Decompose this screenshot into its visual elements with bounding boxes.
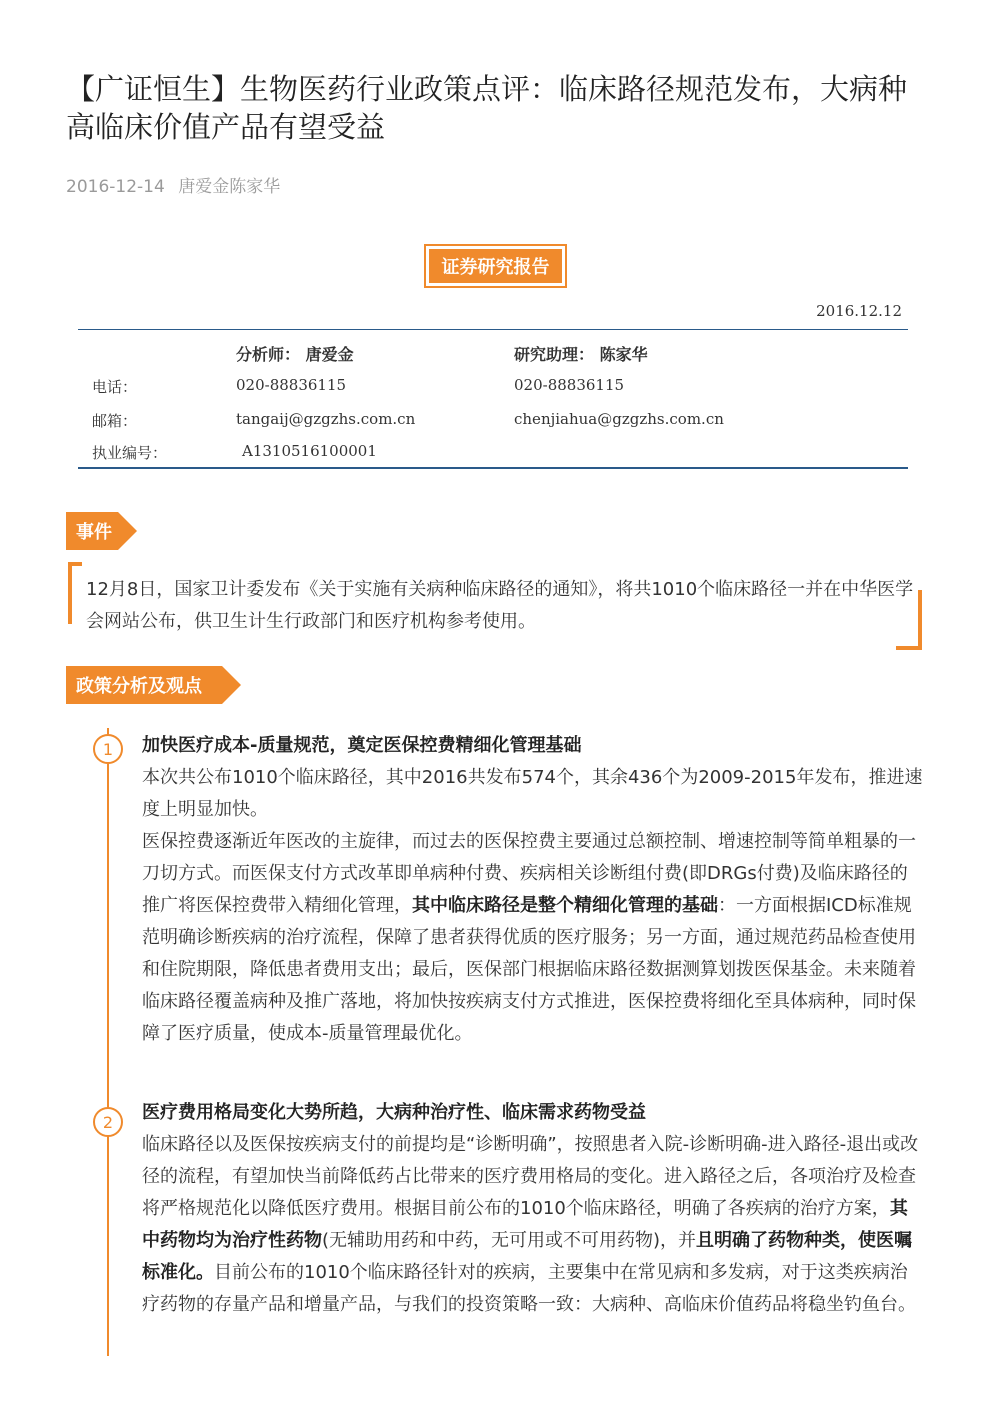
email-label: 邮箱： [92,412,138,430]
point-1-p2-bold: 其中临床路径是整个精细化管理的基础 [412,895,718,916]
bracket-bottom-right [896,590,922,650]
assistant-header: 研究助理： 陈家华 [514,345,648,364]
point-2-paragraph-1 [142,1129,924,1321]
timeline-line [107,728,109,1356]
section-tag-event [66,512,118,550]
point-2-p1-bold-1: 其中药物均为治疗性药物 [142,1198,908,1251]
license-label: 执业编号： [92,444,168,462]
page-title: 【广证恒生】生物医药行业政策点评：临床路径规范发布，大病种高临床价值产品有望受益 [66,72,908,144]
point-1 [142,730,924,1050]
point-number-2: 2 [93,1107,123,1137]
article-meta [66,172,288,197]
point-1-p2-text-c: ：一方面根据ICD标准规范明确诊断疾病的治疗流程，保障了患者获得优质的医疗服务；另一方面，通过规范药品检查使用和住院期限，降低患者费用支出；最后，医保部门根据临床路径数据测算划拨医保基金。未来随着临床路径覆盖病种及推广落地，将加快按疾病支付方式推进，医保控费将细化至具体病种，同时保障了医疗质量，使成本-质量管理最优化。 [142,895,916,1044]
publish-date: 2016-12-14 [66,177,165,197]
analyst-email[interactable]: tangaij@gzgzhs.com.cn [236,410,416,428]
section-tag-event-label: 事件 [76,522,112,543]
header-rule-bottom [78,467,908,469]
point-2 [142,1097,924,1321]
point-number-1: 1 [93,734,123,764]
point-2-title: 医疗费用格局变化大势所趋，大病种治疗性、临床需求药物受益 [142,1102,646,1123]
assistant-phone: 020-88836115 [514,376,625,394]
point-1-paragraph-2 [142,826,924,1050]
analyst-phone: 020-88836115 [236,376,347,394]
bracket-top-left [68,562,82,624]
analyst-license: A1310516100001 [242,442,377,460]
point-2-p1-text-a: 临床路径以及医保按疾病支付的前提均是“诊断明确”，按照患者入院-诊断明确-进入路径-退出或改径的流程，有望加快当前降低药占比带来的医疗费用格局的变化。进入路径之后，各项治疗及检查将严格规范化以降低医疗费用。根据目前公布的1010个临床路径，明确了各疾病的治疗方案， [142,1134,919,1219]
event-text: 12月8日，国家卫计委发布《关于实施有关病种临床路径的通知》，将共1010个临床路径一并在中华医学会网站公布，供卫生计生行政部门和医疗机构参考使用。 [86,579,914,632]
report-badge-label: 证券研究报告 [429,249,562,283]
point-1-title: 加快医疗成本-质量规范，奠定医保控费精细化管理基础 [142,735,582,756]
report-date: 2016.12.12 [816,302,902,320]
point-2-p1-bold-2: 且明确了药物种类，使医嘱标准化。 [142,1230,913,1283]
point-1-paragraph-1: 本次共公布1010个临床路径，其中2016共发布574个，其余436个为2009-2015年发布，推进速度上明显加快。 [142,767,923,820]
point-2-p1-text-e: 目前公布的1010个临床路径针对的疾病，主要集中在常见病和多发病，对于这类疾病治疗药物的存量产品和增量产品，与我们的投资策略一致：大病种、高临床价值药品将稳坐钓鱼台。 [142,1262,916,1315]
section-tag-policy-label: 政策分析及观点 [76,676,202,697]
section-tag-policy [66,666,222,704]
point-1-p2-text-a: 医保控费逐渐近年医改的主旋律，而过去的医保控费主要通过总额控制、增速控制等简单粗暴的一刀切方式。而医保支付方式改革即单病种付费、疾病相关诊断组付费(即DRGs付费)及临床路径的推广将医保控费带入精细化管理， [142,831,916,916]
header-rule-top [78,329,908,330]
report-badge [424,244,567,288]
assistant-email[interactable]: chenjiahua@gzgzhs.com.cn [514,410,724,428]
point-2-p1-text-c: (无辅助用药和中药，无可用或不可用药物)，并 [322,1230,697,1251]
authors: 唐爱金陈家华 [178,177,281,197]
analyst-header: 分析师： 唐爱金 [236,345,354,364]
phone-label: 电话： [92,378,138,396]
